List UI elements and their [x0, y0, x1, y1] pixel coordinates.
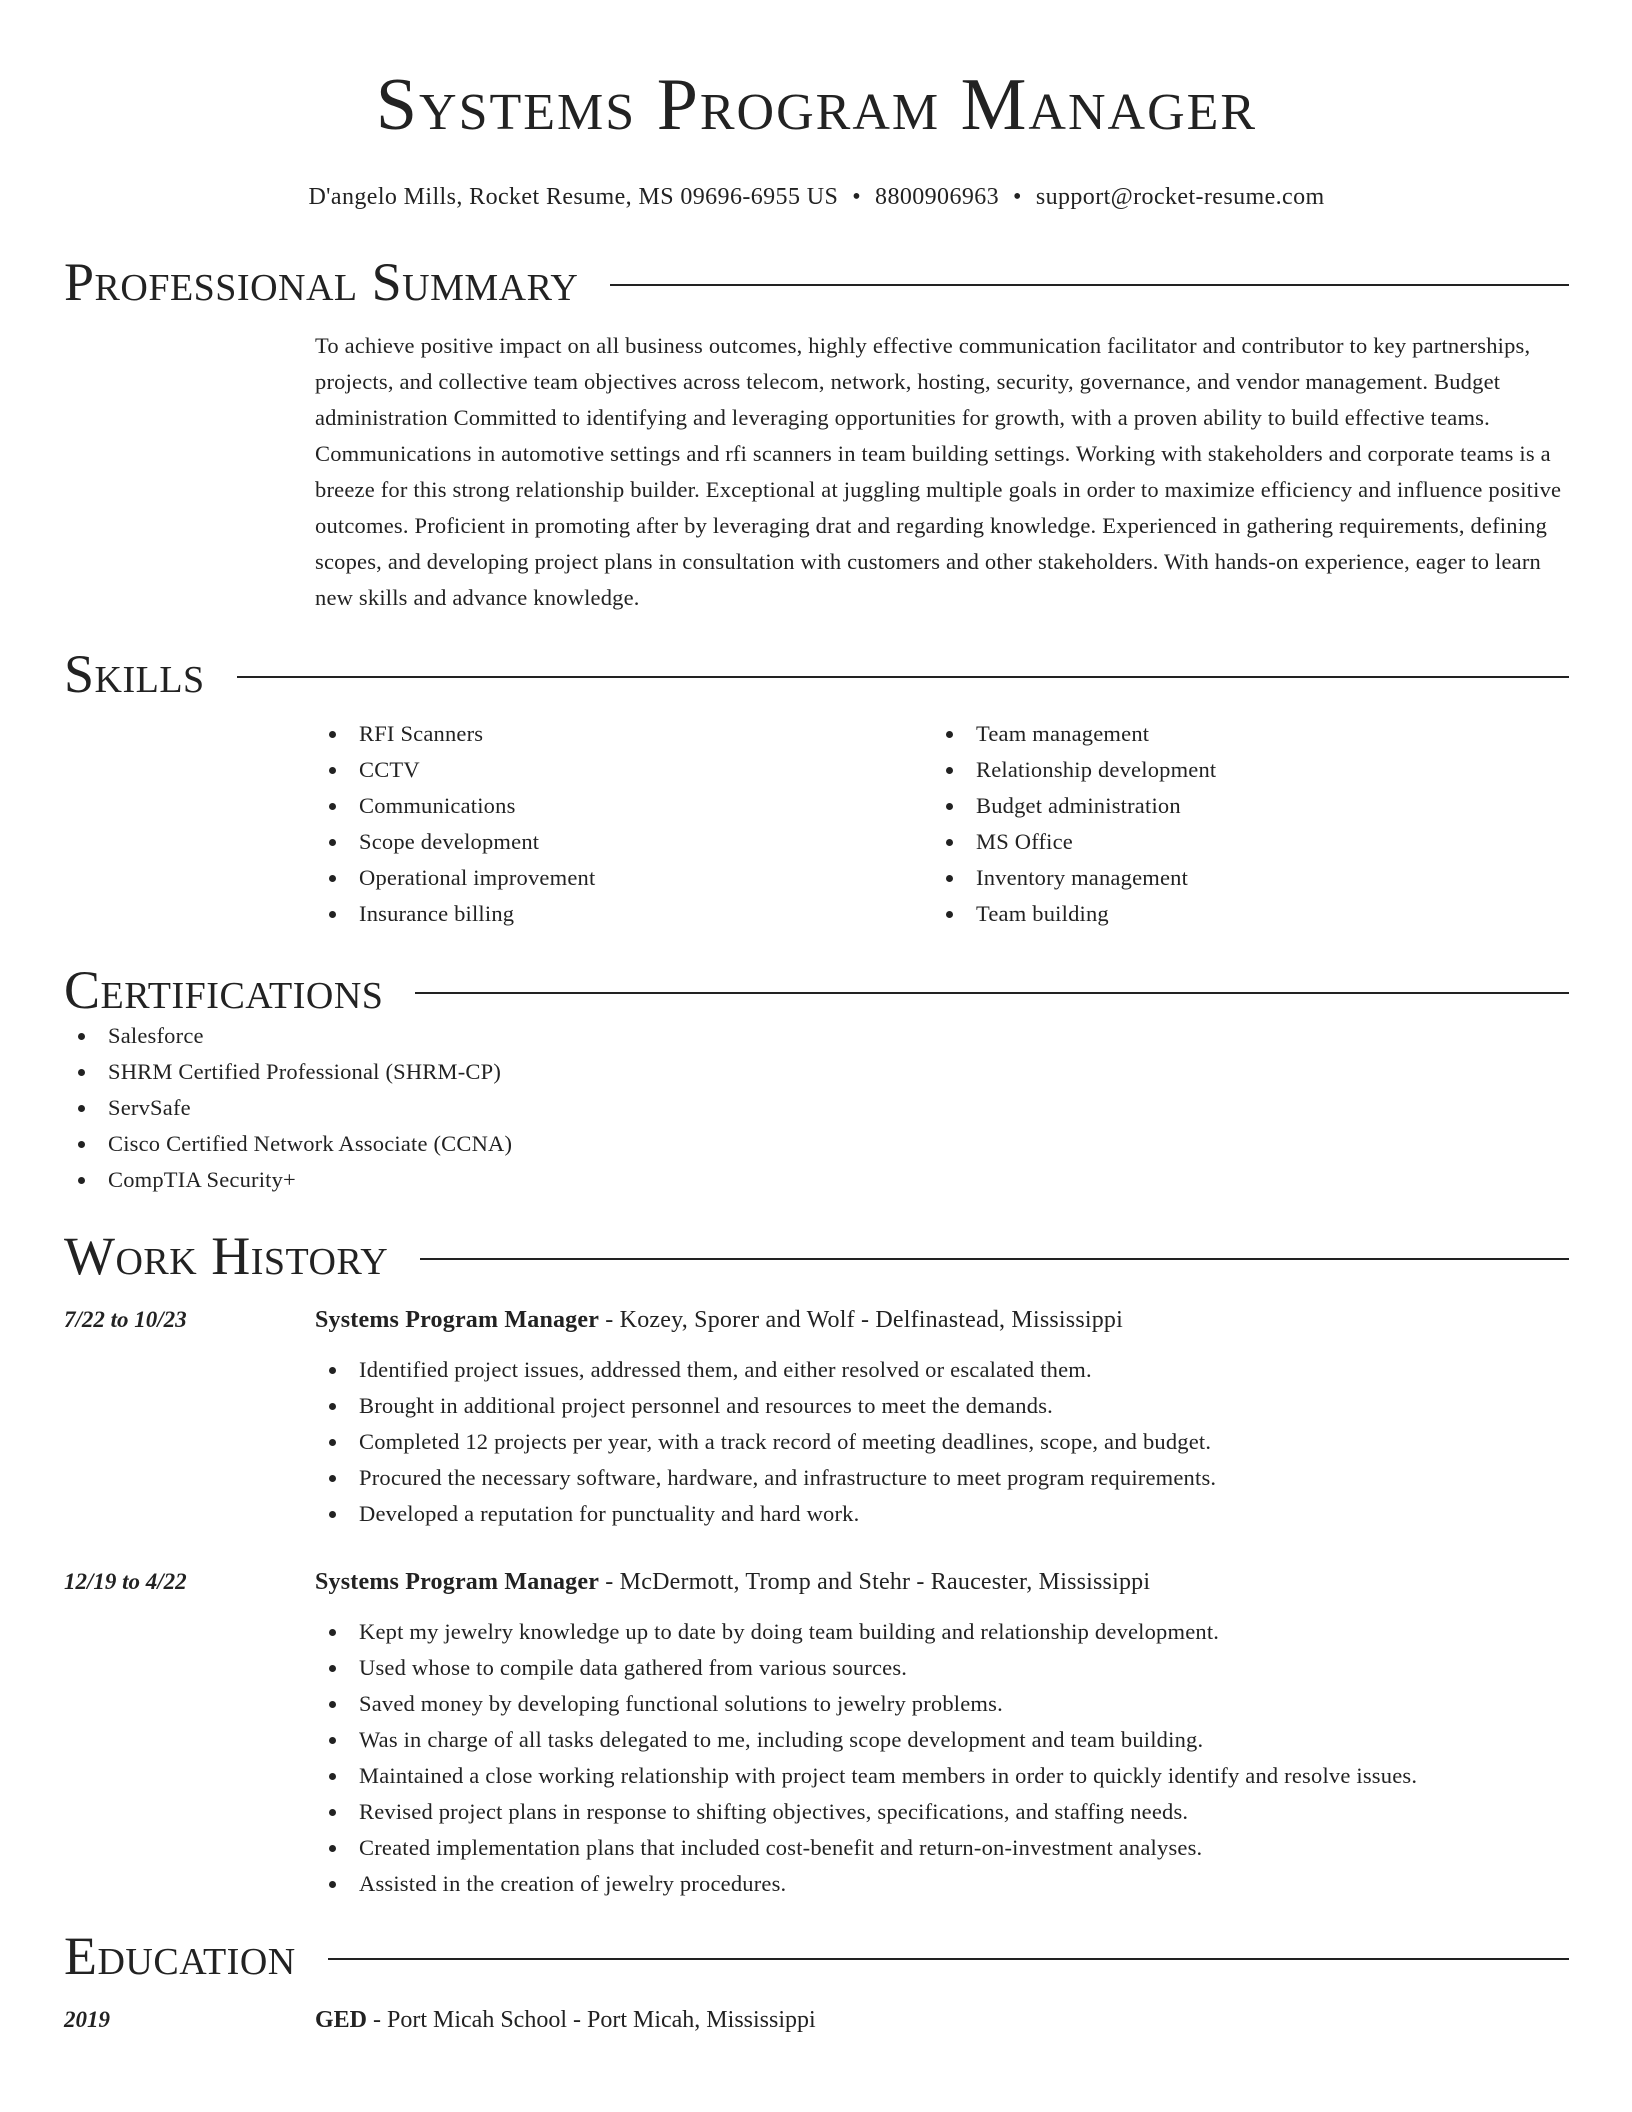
certification-label: SHRM Certified Professional (SHRM-CP) — [108, 1059, 502, 1084]
job-bullet-text: Identified project issues, addressed them, and either resolved or escalated them. — [359, 1357, 1092, 1382]
job-bullet-text: Assisted in the creation of jewelry procedures. — [359, 1871, 787, 1896]
education-year: 2019 — [64, 2007, 110, 2032]
job-body — [315, 1564, 1569, 1902]
section-divider — [415, 992, 1569, 994]
bullet-icon — [78, 1141, 85, 1148]
bullet-icon — [329, 839, 336, 846]
job-body — [315, 1302, 1569, 1532]
bullet-icon — [329, 1701, 336, 1708]
contact-line — [64, 182, 1569, 212]
list-item — [64, 1090, 1569, 1126]
bullet-icon — [329, 1475, 336, 1482]
list-item — [315, 752, 932, 788]
bullet-icon — [946, 767, 953, 774]
bullet-icon — [78, 1069, 85, 1076]
bullet-icon — [946, 875, 953, 882]
list-item — [315, 896, 932, 932]
list-item — [932, 824, 1549, 860]
list-item — [932, 896, 1549, 932]
bullet-icon — [78, 1105, 85, 1112]
section-divider — [237, 676, 1569, 678]
bullet-icon — [329, 1511, 336, 1518]
bullet-icon — [329, 1367, 336, 1374]
certification-label: Salesforce — [108, 1023, 204, 1048]
job-title-line — [315, 1564, 1569, 1600]
skill-label: Team building — [976, 901, 1109, 926]
skill-label: RFI Scanners — [359, 721, 484, 746]
skills-list — [315, 716, 1569, 932]
skills-section-title: Skills — [64, 644, 205, 704]
job-role: Systems Program Manager — [315, 1307, 600, 1333]
certification-label: CompTIA Security+ — [108, 1167, 296, 1192]
certification-label: Cisco Certified Network Associate (CCNA) — [108, 1131, 513, 1156]
job-bullet-text: Completed 12 projects per year, with a track record of meeting deadlines, scope, and budget. — [359, 1429, 1212, 1454]
summary-section-header — [64, 254, 1569, 310]
contact-email: support@rocket-resume.com — [1035, 184, 1325, 210]
skills-column-right — [932, 716, 1549, 932]
skill-label: CCTV — [359, 757, 420, 782]
bullet-icon — [329, 1665, 336, 1672]
list-item — [932, 752, 1549, 788]
job-role: Systems Program Manager — [315, 1569, 600, 1595]
bullet-icon — [329, 1881, 336, 1888]
bullet-icon — [946, 911, 953, 918]
resume-name: Systems Program Manager — [375, 64, 1258, 146]
education-school: - Port Micah School - Port Micah, Mississippi — [367, 2007, 816, 2033]
skill-label: Communications — [359, 793, 516, 818]
job-entry — [64, 1302, 1569, 1532]
skill-label: MS Office — [976, 829, 1073, 854]
list-item — [932, 716, 1549, 752]
bullet-icon — [329, 731, 336, 738]
list-item — [932, 788, 1549, 824]
bullet-icon — [329, 767, 336, 774]
list-item — [315, 1866, 1569, 1902]
job-entry — [64, 1564, 1569, 1902]
list-item — [315, 1686, 1569, 1722]
summary-text: To achieve positive impact on all business outcomes, highly effective communication facilitator and contributor to key partnerships, projects, and collective team objectives across telecom, network, hosting, security, governance, and vendor management. Budget administration Committed to identifying and leveraging opportunities for growth, with a proven ability to build effective teams. Communications in automotive settings and rfi scanners in team building settings. Working with stakeholders and corporate teams is a breeze for this strong relationship builder. Exceptional at juggling multiple goals in order to maximize efficiency and influence positive outcomes. Proficient in promoting after by leveraging drat and regarding knowledge. Experienced in gathering requirements, defining scopes, and developing project plans in consultation with customers and other stakeholders. With hands-on experience, eager to learn new skills and advance knowledge. — [315, 333, 1562, 610]
list-item — [315, 1424, 1569, 1460]
bullet-icon — [329, 1403, 336, 1410]
bullet-icon — [329, 1809, 336, 1816]
bullet-icon — [78, 1033, 85, 1040]
list-item — [315, 1650, 1569, 1686]
section-divider — [328, 1958, 1569, 1960]
job-bullet-text: Developed a reputation for punctuality and hard work. — [359, 1501, 860, 1526]
contact-address: D'angelo Mills, Rocket Resume, MS 09696-6955 US — [308, 184, 839, 210]
bullet-icon — [329, 1845, 336, 1852]
list-item — [315, 1758, 1569, 1794]
contact-phone: 8800906963 — [875, 184, 1000, 210]
resume-page — [64, 0, 1569, 2038]
list-item — [64, 1054, 1569, 1090]
list-item — [315, 716, 932, 752]
list-item — [315, 824, 932, 860]
bullet-icon — [946, 731, 953, 738]
list-item — [315, 1460, 1569, 1496]
job-bullet-text: Brought in additional project personnel and resources to meet the demands. — [359, 1393, 1053, 1418]
job-bullet-text: Created implementation plans that included cost-benefit and return-on-investment analyses. — [359, 1835, 1203, 1860]
separator-dot: • — [852, 184, 862, 210]
job-dates: 12/19 to 4/22 — [64, 1569, 187, 1594]
bullet-icon — [329, 1439, 336, 1446]
work-section-header — [64, 1228, 1569, 1284]
bullet-icon — [329, 911, 336, 918]
list-item — [932, 860, 1549, 896]
certifications-section-title: Certifications — [64, 960, 384, 1020]
skill-label: Insurance billing — [359, 901, 515, 926]
job-bullet-text: Revised project plans in response to shifting objectives, specifications, and staffing needs. — [359, 1799, 1189, 1824]
certification-label: ServSafe — [108, 1095, 191, 1120]
list-item — [315, 1352, 1569, 1388]
list-item — [315, 1388, 1569, 1424]
skill-label: Inventory management — [976, 865, 1189, 890]
skill-label: Team management — [976, 721, 1150, 746]
skill-label: Scope development — [359, 829, 540, 854]
skills-column-left — [315, 716, 932, 932]
job-bullet-text: Procured the necessary software, hardware, and infrastructure to meet program requirements. — [359, 1465, 1217, 1490]
skill-label: Operational improvement — [359, 865, 596, 890]
bullet-icon — [329, 1737, 336, 1744]
job-bullet-text: Kept my jewelry knowledge up to date by doing team building and relationship development. — [359, 1619, 1220, 1644]
job-dates: 7/22 to 10/23 — [64, 1307, 187, 1332]
list-item — [315, 1496, 1569, 1532]
education-degree: GED — [315, 2007, 368, 2033]
list-item — [64, 1126, 1569, 1162]
job-bullet-text: Saved money by developing functional solutions to jewelry problems. — [359, 1691, 1003, 1716]
education-section-title: Education — [64, 1926, 296, 1986]
education-section-header — [64, 1928, 1569, 1984]
job-bullet-text: Maintained a close working relationship with project team members in order to quickly identify and resolve issues. — [359, 1763, 1418, 1788]
education-entry — [64, 2002, 1569, 2038]
bullet-icon — [329, 1629, 336, 1636]
list-item — [315, 1794, 1569, 1830]
section-divider — [420, 1258, 1569, 1260]
list-item — [315, 1614, 1569, 1650]
bullet-icon — [946, 803, 953, 810]
job-bullet-text: Was in charge of all tasks delegated to me, including scope development and team building. — [359, 1727, 1204, 1752]
skill-label: Budget administration — [976, 793, 1181, 818]
list-item — [64, 1018, 1569, 1054]
education-line — [315, 2002, 816, 2038]
job-employer: - Kozey, Sporer and Wolf - Delfinastead, Mississippi — [599, 1307, 1123, 1333]
bullet-icon — [78, 1177, 85, 1184]
list-item — [315, 1722, 1569, 1758]
list-item — [315, 788, 932, 824]
job-bullet-text: Used whose to compile data gathered from various sources. — [359, 1655, 908, 1680]
job-bullets — [315, 1352, 1569, 1532]
list-item — [315, 1830, 1569, 1866]
skills-section-header — [64, 646, 1569, 702]
certifications-section-header — [64, 962, 1569, 1018]
work-section-title: Work History — [64, 1226, 389, 1286]
bullet-icon — [946, 839, 953, 846]
separator-dot: • — [1013, 184, 1022, 210]
list-item — [64, 1162, 1569, 1198]
job-employer: - McDermott, Tromp and Stehr - Raucester, Mississippi — [599, 1569, 1151, 1595]
job-bullets — [315, 1614, 1569, 1902]
list-item — [315, 860, 932, 896]
job-title-line — [315, 1302, 1569, 1338]
certifications-list — [64, 1018, 1569, 1198]
bullet-icon — [329, 875, 336, 882]
bullet-icon — [329, 803, 336, 810]
bullet-icon — [329, 1773, 336, 1780]
skill-label: Relationship development — [976, 757, 1217, 782]
section-divider — [610, 284, 1569, 286]
summary-section-title: Professional Summary — [64, 252, 579, 312]
